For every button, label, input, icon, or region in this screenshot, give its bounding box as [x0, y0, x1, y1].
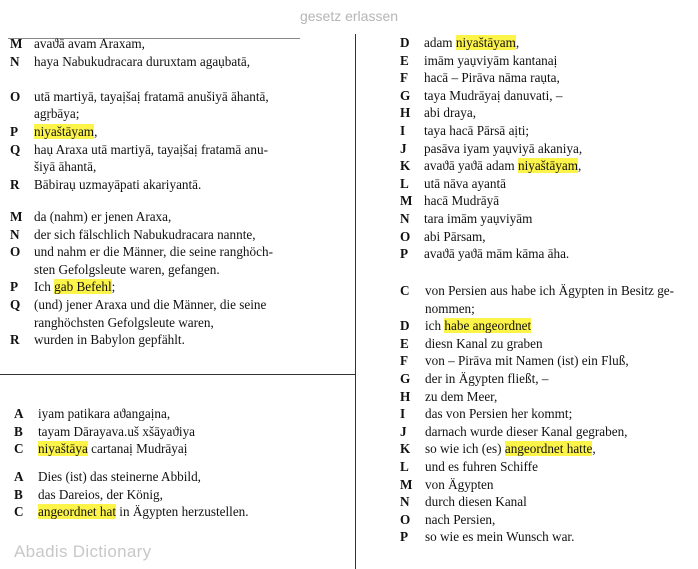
line-text [425, 511, 495, 529]
text-block-right-old-persian [400, 34, 690, 263]
text-segment: nommen; [425, 300, 475, 316]
text-line [10, 141, 350, 159]
text-line [400, 69, 690, 87]
line-letter: R [10, 332, 20, 348]
text-segment: avaϑā avam Araxam, [34, 36, 145, 51]
line-letter: J [400, 140, 407, 156]
text-line [400, 192, 690, 210]
line-letter: D [400, 35, 410, 50]
text-segment: cartanaị Mudrāyaị [87, 441, 188, 457]
text-line [400, 440, 695, 458]
text-segment: das von Persien her kommt; [425, 406, 573, 422]
line-letter: C [14, 441, 24, 457]
line-text [34, 88, 269, 106]
text-segment: , [94, 123, 98, 139]
line-text [34, 261, 220, 279]
line-letter: I [400, 122, 406, 138]
line-text [34, 158, 96, 176]
text-line [14, 503, 350, 521]
line-letter: H [400, 105, 411, 121]
line-text [425, 476, 494, 494]
text-line [10, 296, 350, 314]
watermark: Abadis Dictionary [14, 542, 152, 561]
text-segment: da (nahm) er jenen Araxa, [34, 209, 172, 224]
text-line [10, 331, 350, 349]
line-letter: Q [10, 296, 21, 312]
line-text [424, 228, 486, 246]
text-segment: diesn Kanal zu graben [425, 335, 543, 351]
line-letter: O [400, 228, 411, 244]
line-text [34, 35, 145, 53]
text-segment: , [578, 158, 582, 174]
line-text [425, 458, 538, 476]
text-line [10, 53, 350, 71]
text-line [10, 88, 350, 106]
text-segment: das Dareios, der König, [38, 486, 163, 502]
line-letter: O [10, 88, 21, 104]
line-text [424, 104, 476, 122]
text-line [10, 105, 350, 123]
line-text [34, 278, 115, 296]
text-segment: ich [425, 318, 445, 334]
line-text [425, 423, 627, 441]
page-title: gesetz erlassen [299, 8, 399, 24]
text-segment: (und) jener Araxa und die Männer, die seine [34, 296, 267, 312]
line-letter: P [10, 123, 19, 139]
text-segment: von – Pirāva mit Namen (ist) ein Fluß, [425, 353, 629, 369]
line-letter: B [14, 423, 23, 439]
text-segment: abi draya, [424, 105, 476, 121]
line-letter: I [400, 406, 406, 422]
text-segment: Dies (ist) das steinerne Abbild, [38, 469, 201, 484]
text-line [400, 528, 695, 546]
text-block-right-german [400, 282, 695, 546]
text-segment: taya Mudrāyaị danuvati, – [424, 87, 563, 103]
text-line [10, 176, 350, 194]
line-text [425, 370, 548, 388]
text-line [400, 352, 695, 370]
text-segment: , [515, 35, 520, 50]
line-text [34, 296, 266, 314]
text-segment: darnach wurde dieser Kanal gegraben, [425, 423, 628, 439]
text-line [10, 226, 350, 244]
text-line [400, 317, 695, 335]
line-letter: M [400, 193, 413, 209]
highlighted-phrase: niyaštāyam [517, 158, 579, 174]
line-text [34, 105, 79, 123]
highlighted-phrase: angeordnet hatte [504, 441, 593, 457]
text-segment: haụ Araxa utā martiyā, tayaịšaị fratamā anu- [34, 141, 268, 157]
text-line [400, 476, 695, 494]
text-line [10, 278, 350, 296]
line-letter: O [10, 244, 21, 260]
line-letter: H [400, 388, 411, 404]
text-line [400, 52, 690, 70]
line-letter: F [400, 70, 409, 86]
text-line [14, 468, 350, 486]
text-segment: nach Persien, [425, 511, 496, 527]
text-segment: so wie ich (es) [425, 441, 505, 457]
section-divider [0, 374, 355, 375]
text-line [400, 34, 690, 52]
line-letter: D [400, 318, 410, 334]
text-segment: der sich fälschlich Nabukudracara nannte, [34, 226, 256, 242]
text-segment: adam [424, 35, 456, 50]
line-letter: A [14, 469, 24, 484]
line-text [34, 226, 256, 244]
text-line [400, 104, 690, 122]
line-text [38, 468, 201, 486]
line-letter: M [10, 209, 23, 224]
text-line [400, 282, 695, 300]
line-text [424, 122, 529, 140]
text-segment: utā martiyā, tayaịšaị fratamā anušiyā āhantā, [34, 88, 269, 104]
text-line [400, 157, 690, 175]
text-segment: ; [111, 279, 116, 295]
text-segment: durch diesen Kanal [425, 494, 527, 510]
text-line [400, 87, 690, 105]
text-line [400, 370, 695, 388]
line-text [424, 175, 506, 193]
line-letter: E [400, 335, 409, 351]
line-letter: N [400, 494, 410, 510]
line-letter: N [10, 226, 20, 242]
text-line [10, 314, 350, 332]
text-line [400, 300, 695, 318]
line-text [425, 493, 527, 511]
text-segment: abi Pārsam, [424, 228, 486, 244]
line-letter: M [10, 36, 23, 51]
line-text [38, 423, 195, 441]
text-segment: utā nāva ayantā [424, 175, 507, 191]
line-letter: C [14, 504, 24, 520]
text-line [10, 243, 350, 261]
line-letter: N [400, 210, 410, 226]
text-segment: zu dem Meer, [425, 388, 498, 404]
text-segment: agṛbāya; [34, 106, 80, 122]
line-text [34, 176, 201, 194]
line-letter: P [10, 279, 19, 295]
line-letter: K [400, 158, 411, 174]
text-segment: Ich [34, 279, 55, 295]
text-segment: avaϑā yaϑā adam [424, 158, 518, 174]
line-letter: G [400, 87, 411, 103]
text-line [10, 158, 350, 176]
text-line [14, 486, 350, 504]
text-block-left-bottom-german [14, 468, 350, 521]
text-block-left-bottom-old-persian [14, 405, 350, 458]
line-text [34, 331, 185, 349]
text-segment: und nahm er die Männer, die seine ranghöch- [34, 244, 273, 260]
text-line [14, 423, 350, 441]
text-segment: taya hacā Pārsā aịti; [424, 122, 530, 138]
text-segment: der in Ägypten fließt, – [425, 370, 549, 386]
column-divider [355, 34, 356, 569]
text-segment: pasāva iyam yaụviyā akaniya, [424, 140, 583, 156]
line-letter: A [14, 406, 24, 421]
line-text [425, 282, 674, 300]
text-segment: tayam Dārayava.uš xšāyaϑiya [38, 423, 196, 439]
line-letter: Q [10, 141, 21, 157]
text-segment: von Ägypten [425, 476, 494, 492]
text-segment: von Persien aus habe ich Ägypten in Besitz ge- [425, 283, 675, 298]
line-text [424, 140, 582, 158]
text-segment: Bābiraụ uzmayāpati akariyantā. [34, 176, 202, 192]
text-segment: ranghöchsten Gefolgsleute waren, [34, 314, 214, 330]
line-text [424, 34, 519, 52]
line-text [34, 314, 214, 332]
text-line [10, 261, 350, 279]
line-text [424, 245, 569, 263]
text-line [400, 458, 695, 476]
line-text [38, 503, 249, 521]
line-text [425, 300, 475, 318]
text-line [14, 405, 350, 423]
line-text [424, 52, 557, 70]
text-line [400, 122, 690, 140]
text-line [400, 388, 695, 406]
line-text [34, 243, 273, 261]
line-text [425, 352, 629, 370]
line-letter: O [400, 511, 411, 527]
text-segment: hacā Mudrāyā [424, 193, 500, 209]
line-text [425, 405, 572, 423]
text-line [10, 123, 350, 141]
line-text [424, 192, 499, 210]
line-text [425, 335, 543, 353]
line-text [424, 87, 562, 105]
line-letter: B [14, 486, 23, 502]
text-segment: wurden in Babylon gepfählt. [34, 332, 185, 348]
line-text [425, 528, 574, 546]
line-letter: C [400, 283, 410, 298]
highlighted-phrase: gab Befehl [54, 279, 112, 295]
line-letter: L [400, 175, 409, 191]
text-line [400, 175, 690, 193]
highlighted-phrase: niyaštāya [38, 441, 88, 457]
line-text [34, 53, 250, 71]
text-line [400, 511, 695, 529]
text-segment: šiyā āhantā, [34, 159, 97, 175]
line-letter: F [400, 353, 409, 369]
line-letter: N [10, 53, 20, 69]
line-text [34, 141, 268, 159]
line-letter: J [400, 423, 407, 439]
text-segment: , [592, 441, 596, 457]
highlighted-phrase: niyaštāyam [455, 35, 516, 50]
line-text [425, 388, 497, 406]
text-line [400, 335, 695, 353]
line-letter: L [400, 458, 409, 474]
text-line [400, 210, 690, 228]
text-line [400, 423, 695, 441]
text-line [400, 493, 695, 511]
text-segment: tara imām yaụviyām [424, 210, 533, 226]
text-line [400, 245, 690, 263]
text-line [14, 440, 350, 458]
line-text [424, 210, 532, 228]
text-line [10, 35, 350, 53]
text-segment: in Ägypten herzustellen. [116, 504, 249, 520]
line-letter: G [400, 370, 411, 386]
highlighted-phrase: niyaštāyam [34, 123, 95, 139]
text-segment: avaϑā yaϑā mām kāma āha. [424, 246, 570, 262]
line-letter: M [400, 476, 413, 492]
line-letter: K [400, 441, 411, 457]
text-line [400, 405, 695, 423]
text-line [10, 70, 350, 88]
line-text [424, 69, 560, 87]
line-text [425, 317, 531, 335]
highlighted-phrase: habe angeordnet [444, 318, 532, 334]
text-segment: haya Nabukudracara duruxtam agaụbatā, [34, 53, 251, 69]
highlighted-phrase: angeordnet hat [38, 504, 116, 520]
line-letter: R [10, 176, 20, 192]
text-segment: sten Gefolgsleute waren, gefangen. [34, 261, 220, 277]
line-text [38, 486, 163, 504]
text-segment: iyam patikara aϑangaịna, [38, 406, 171, 421]
text-line [400, 228, 690, 246]
text-segment: und es fuhren Schiffe [425, 458, 538, 474]
line-letter: P [400, 246, 409, 262]
text-line [400, 140, 690, 158]
text-block-left-german [10, 208, 350, 349]
line-text [38, 440, 187, 458]
text-segment: hacā – Pirāva nāma raụta, [424, 70, 560, 86]
line-text [425, 440, 596, 458]
line-text [38, 405, 170, 423]
line-text [424, 157, 581, 175]
line-letter: E [400, 52, 409, 68]
text-segment: imām yaụviyām kantanaị [424, 52, 558, 68]
text-segment: so wie es mein Wunsch war. [425, 529, 575, 545]
line-text [34, 123, 97, 141]
text-line [10, 208, 350, 226]
text-block-left-old-persian [10, 35, 350, 193]
line-letter: P [400, 529, 409, 545]
line-text [34, 208, 171, 226]
